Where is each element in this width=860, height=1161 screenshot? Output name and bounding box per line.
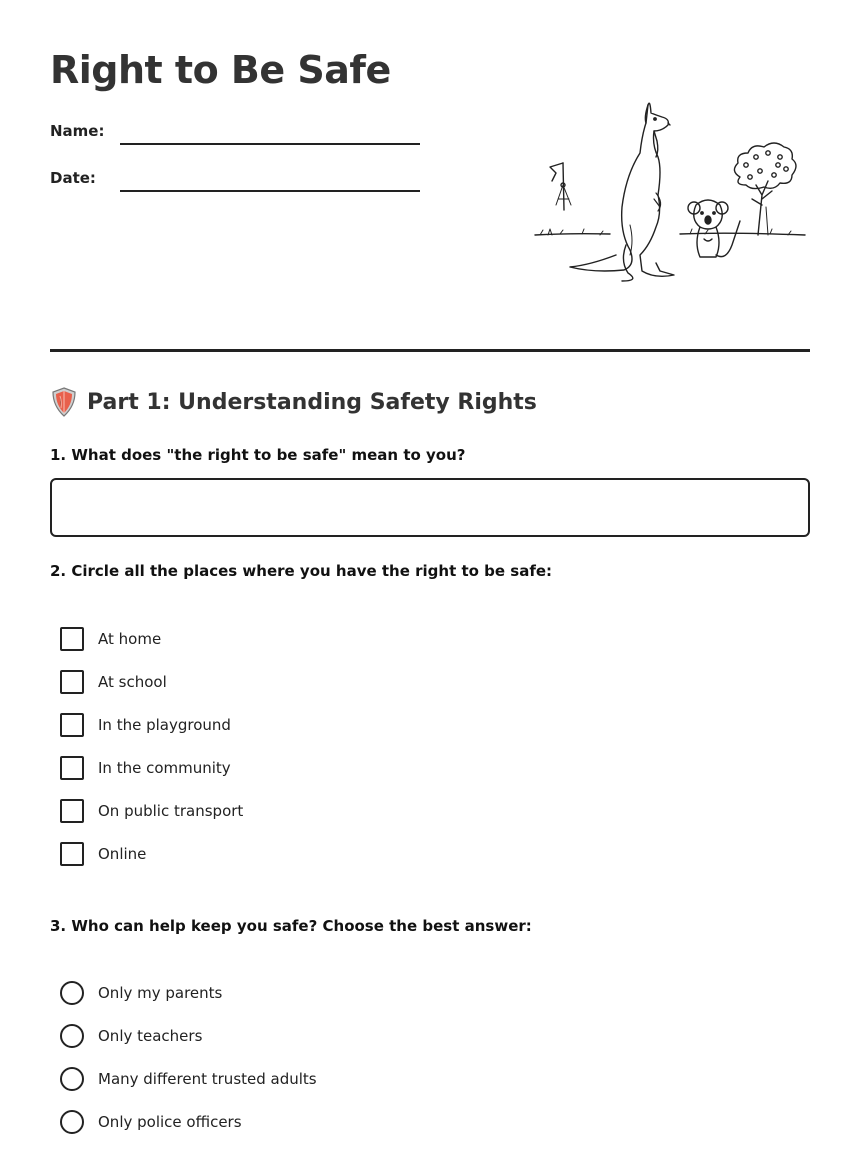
radio-button[interactable] — [60, 1110, 84, 1134]
checkbox-option[interactable] — [60, 841, 146, 867]
radio-label: Only police officers — [98, 1113, 242, 1131]
radio-label: Only teachers — [98, 1027, 203, 1045]
radio-option[interactable] — [60, 1109, 242, 1135]
koala-icon — [688, 200, 740, 257]
checkbox[interactable] — [60, 670, 84, 694]
checkbox[interactable] — [60, 713, 84, 737]
question-3: 3. Who can help keep you safe? Choose the best answer: — [50, 917, 532, 935]
name-label: Name: — [50, 122, 105, 140]
question-2: 2. Circle all the places where you have the right to be safe: — [50, 562, 553, 580]
checkbox[interactable] — [60, 842, 84, 866]
kangaroo-icon — [570, 103, 674, 281]
flag-icon — [550, 163, 571, 210]
checkbox-option[interactable] — [60, 712, 231, 738]
answer-1-box[interactable] — [50, 478, 810, 537]
checkbox[interactable] — [60, 799, 84, 823]
checkbox[interactable] — [60, 627, 84, 651]
date-label: Date: — [50, 169, 96, 187]
checkbox[interactable] — [60, 756, 84, 780]
checkbox-option[interactable] — [60, 626, 161, 652]
radio-option[interactable] — [60, 1066, 317, 1092]
radio-option[interactable] — [60, 1023, 202, 1049]
checkbox-option[interactable] — [60, 669, 167, 695]
shield-icon — [50, 386, 78, 418]
page-title: Right to Be Safe — [50, 48, 391, 92]
checkbox-label: In the community — [98, 759, 231, 777]
checkbox-label: Online — [98, 845, 147, 863]
part1-header — [50, 386, 537, 418]
checkbox-label: On public transport — [98, 802, 244, 820]
checkbox-label: In the playground — [98, 716, 231, 734]
radio-button[interactable] — [60, 1067, 84, 1091]
radio-button[interactable] — [60, 1024, 84, 1048]
kangaroo-koala-illustration — [530, 95, 810, 290]
radio-option[interactable] — [60, 980, 222, 1006]
radio-button[interactable] — [60, 981, 84, 1005]
tree-icon — [734, 143, 796, 235]
date-field[interactable] — [120, 190, 420, 192]
part1-heading: Part 1: Understanding Safety Rights — [87, 389, 537, 415]
radio-label: Only my parents — [98, 984, 223, 1002]
checkbox-option[interactable] — [60, 798, 243, 824]
name-field[interactable] — [120, 143, 420, 145]
question-1: 1. What does "the right to be safe" mean to you? — [50, 446, 466, 464]
section-divider — [50, 349, 810, 352]
checkbox-label: At school — [98, 673, 167, 691]
checkbox-option[interactable] — [60, 755, 231, 781]
radio-label: Many different trusted adults — [98, 1070, 317, 1088]
checkbox-label: At home — [98, 630, 162, 648]
